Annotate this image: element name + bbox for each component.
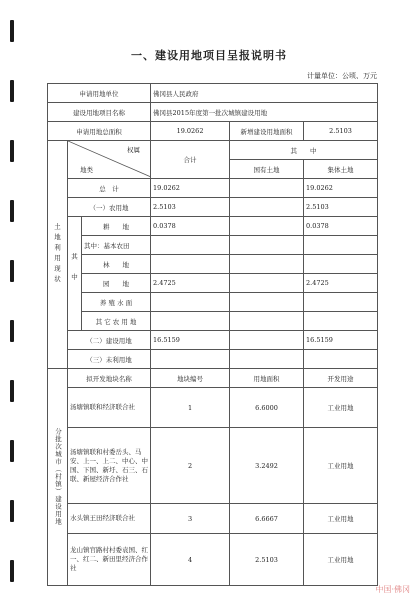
land-total: 0.0378 xyxy=(151,217,230,236)
land-name: 耕 地 xyxy=(82,217,151,236)
project-row xyxy=(48,103,378,122)
batch-row xyxy=(48,388,378,428)
batch-area: 3.2492 xyxy=(230,428,304,504)
binder-hole xyxy=(10,260,14,282)
land-name: 养 殖 水 面 xyxy=(82,293,151,312)
project-value: 佛冈县2015年度第一批次城镇建设用地 xyxy=(151,103,378,122)
land-row xyxy=(48,312,378,331)
land-row xyxy=(48,179,378,198)
land-state xyxy=(230,236,304,255)
batch-name: 汤塘镇联和村委岳头、马安、上一、上二、中心、中国、下国、新圩、石三、石联、新屋经济合作社 xyxy=(68,428,151,504)
land-collective xyxy=(304,255,378,274)
binder-hole xyxy=(10,320,14,342)
land-total: 19.0262 xyxy=(151,179,230,198)
land-state xyxy=(230,198,304,217)
batch-code: 1 xyxy=(151,388,230,428)
watermark-logo: 中国·佛冈 xyxy=(375,585,410,594)
land-row xyxy=(48,350,378,369)
header-collective-land: 集体土地 xyxy=(304,160,378,179)
binder-hole xyxy=(10,80,14,102)
batch-header-use: 开发用途 xyxy=(304,369,378,388)
land-state xyxy=(230,350,304,369)
batch-area: 6.6000 xyxy=(230,388,304,428)
page-title: 一、建设用地项目呈报说明书 xyxy=(131,49,287,62)
land-collective: 2.5103 xyxy=(304,198,378,217)
binder-hole xyxy=(10,20,14,42)
land-total xyxy=(151,350,230,369)
land-row xyxy=(48,198,378,217)
land-collective xyxy=(304,350,378,369)
header-of-which: 其 中 xyxy=(230,141,378,160)
batch-row xyxy=(48,504,378,534)
new-area-label: 新增建设用地面积 xyxy=(230,122,304,141)
total-area-label: 申请用地总面积 xyxy=(48,122,151,141)
land-name: 林 地 xyxy=(82,255,151,274)
applicant-label: 申请用地单位 xyxy=(48,84,151,103)
batch-use: 工业用地 xyxy=(304,428,378,504)
binder-hole xyxy=(10,200,14,222)
batch-header-code: 地块编号 xyxy=(151,369,230,388)
total-area-value: 19.0262 xyxy=(151,122,230,141)
land-name: （一）农用地 xyxy=(68,198,151,217)
diagonal-header-cell xyxy=(68,141,151,179)
land-state xyxy=(230,331,304,350)
land-collective: 2.4725 xyxy=(304,274,378,293)
unit-note: 计量单位：公顷、万元 xyxy=(307,72,377,80)
land-total xyxy=(151,312,230,331)
project-label: 建设用地项目名称 xyxy=(48,103,151,122)
batch-name: 汤塘镇联和经济联合社 xyxy=(68,388,151,428)
land-total xyxy=(151,236,230,255)
land-collective: 0.0378 xyxy=(304,217,378,236)
land-row xyxy=(48,274,378,293)
land-state xyxy=(230,217,304,236)
batch-row xyxy=(48,534,378,586)
batch-area: 6.6667 xyxy=(230,504,304,534)
batch-row xyxy=(48,428,378,504)
land-collective: 16.5159 xyxy=(304,331,378,350)
land-zhong-label: 其中 xyxy=(68,217,82,331)
land-total: 2.4725 xyxy=(151,274,230,293)
land-name: （二）建设用地 xyxy=(68,331,151,350)
header-quanshu: 权属 xyxy=(127,146,141,154)
batch-header-name: 拟开发地块名称 xyxy=(68,369,151,388)
project-table xyxy=(47,83,378,586)
land-name: 其中：基本农田 xyxy=(82,236,151,255)
batch-header-row xyxy=(48,369,378,388)
batch-use: 工业用地 xyxy=(304,388,378,428)
land-state xyxy=(230,274,304,293)
header-dilei: 地类 xyxy=(80,166,93,174)
land-collective xyxy=(304,236,378,255)
land-name: （三）未利用地 xyxy=(68,350,151,369)
batch-side-label: 分批次城市（村镇）建设用地 xyxy=(48,369,68,586)
new-area-value: 2.5103 xyxy=(304,122,378,141)
land-row xyxy=(48,255,378,274)
land-row xyxy=(48,217,378,236)
land-total: 16.5159 xyxy=(151,331,230,350)
land-collective: 19.0262 xyxy=(304,179,378,198)
binder-hole xyxy=(10,560,14,582)
batch-code: 4 xyxy=(151,534,230,586)
binder-hole xyxy=(10,140,14,162)
batch-use: 工业用地 xyxy=(304,534,378,586)
land-total: 2.5103 xyxy=(151,198,230,217)
land-state xyxy=(230,255,304,274)
land-state xyxy=(230,179,304,198)
batch-code: 2 xyxy=(151,428,230,504)
land-collective xyxy=(304,312,378,331)
batch-header-area: 用地面积 xyxy=(230,369,304,388)
batch-name: 水头镇王田经济联合社 xyxy=(68,504,151,534)
header-state-land: 国有土地 xyxy=(230,160,304,179)
land-collective xyxy=(304,293,378,312)
batch-name: 龙山镇官路村村委袁国、红一、红二、新田里经济合作社 xyxy=(68,534,151,586)
land-side-label: 土地利用现状 xyxy=(48,141,68,369)
area-row xyxy=(48,122,378,141)
land-name: 其 它 农 用 地 xyxy=(82,312,151,331)
land-name: 园 地 xyxy=(82,274,151,293)
land-header-row xyxy=(48,141,378,160)
applicant-value: 佛冈县人民政府 xyxy=(151,84,378,103)
land-row xyxy=(48,236,378,255)
header-total: 合计 xyxy=(151,141,230,179)
land-row xyxy=(48,331,378,350)
batch-use: 工业用地 xyxy=(304,504,378,534)
land-state xyxy=(230,293,304,312)
batch-area: 2.5103 xyxy=(230,534,304,586)
applicant-row xyxy=(48,84,378,103)
land-total xyxy=(151,255,230,274)
binder-hole xyxy=(10,380,14,402)
land-row xyxy=(48,293,378,312)
binder-hole xyxy=(10,500,14,522)
land-name: 总 计 xyxy=(68,179,151,198)
batch-code: 3 xyxy=(151,504,230,534)
land-total xyxy=(151,293,230,312)
binder-hole xyxy=(10,440,14,462)
land-state xyxy=(230,312,304,331)
